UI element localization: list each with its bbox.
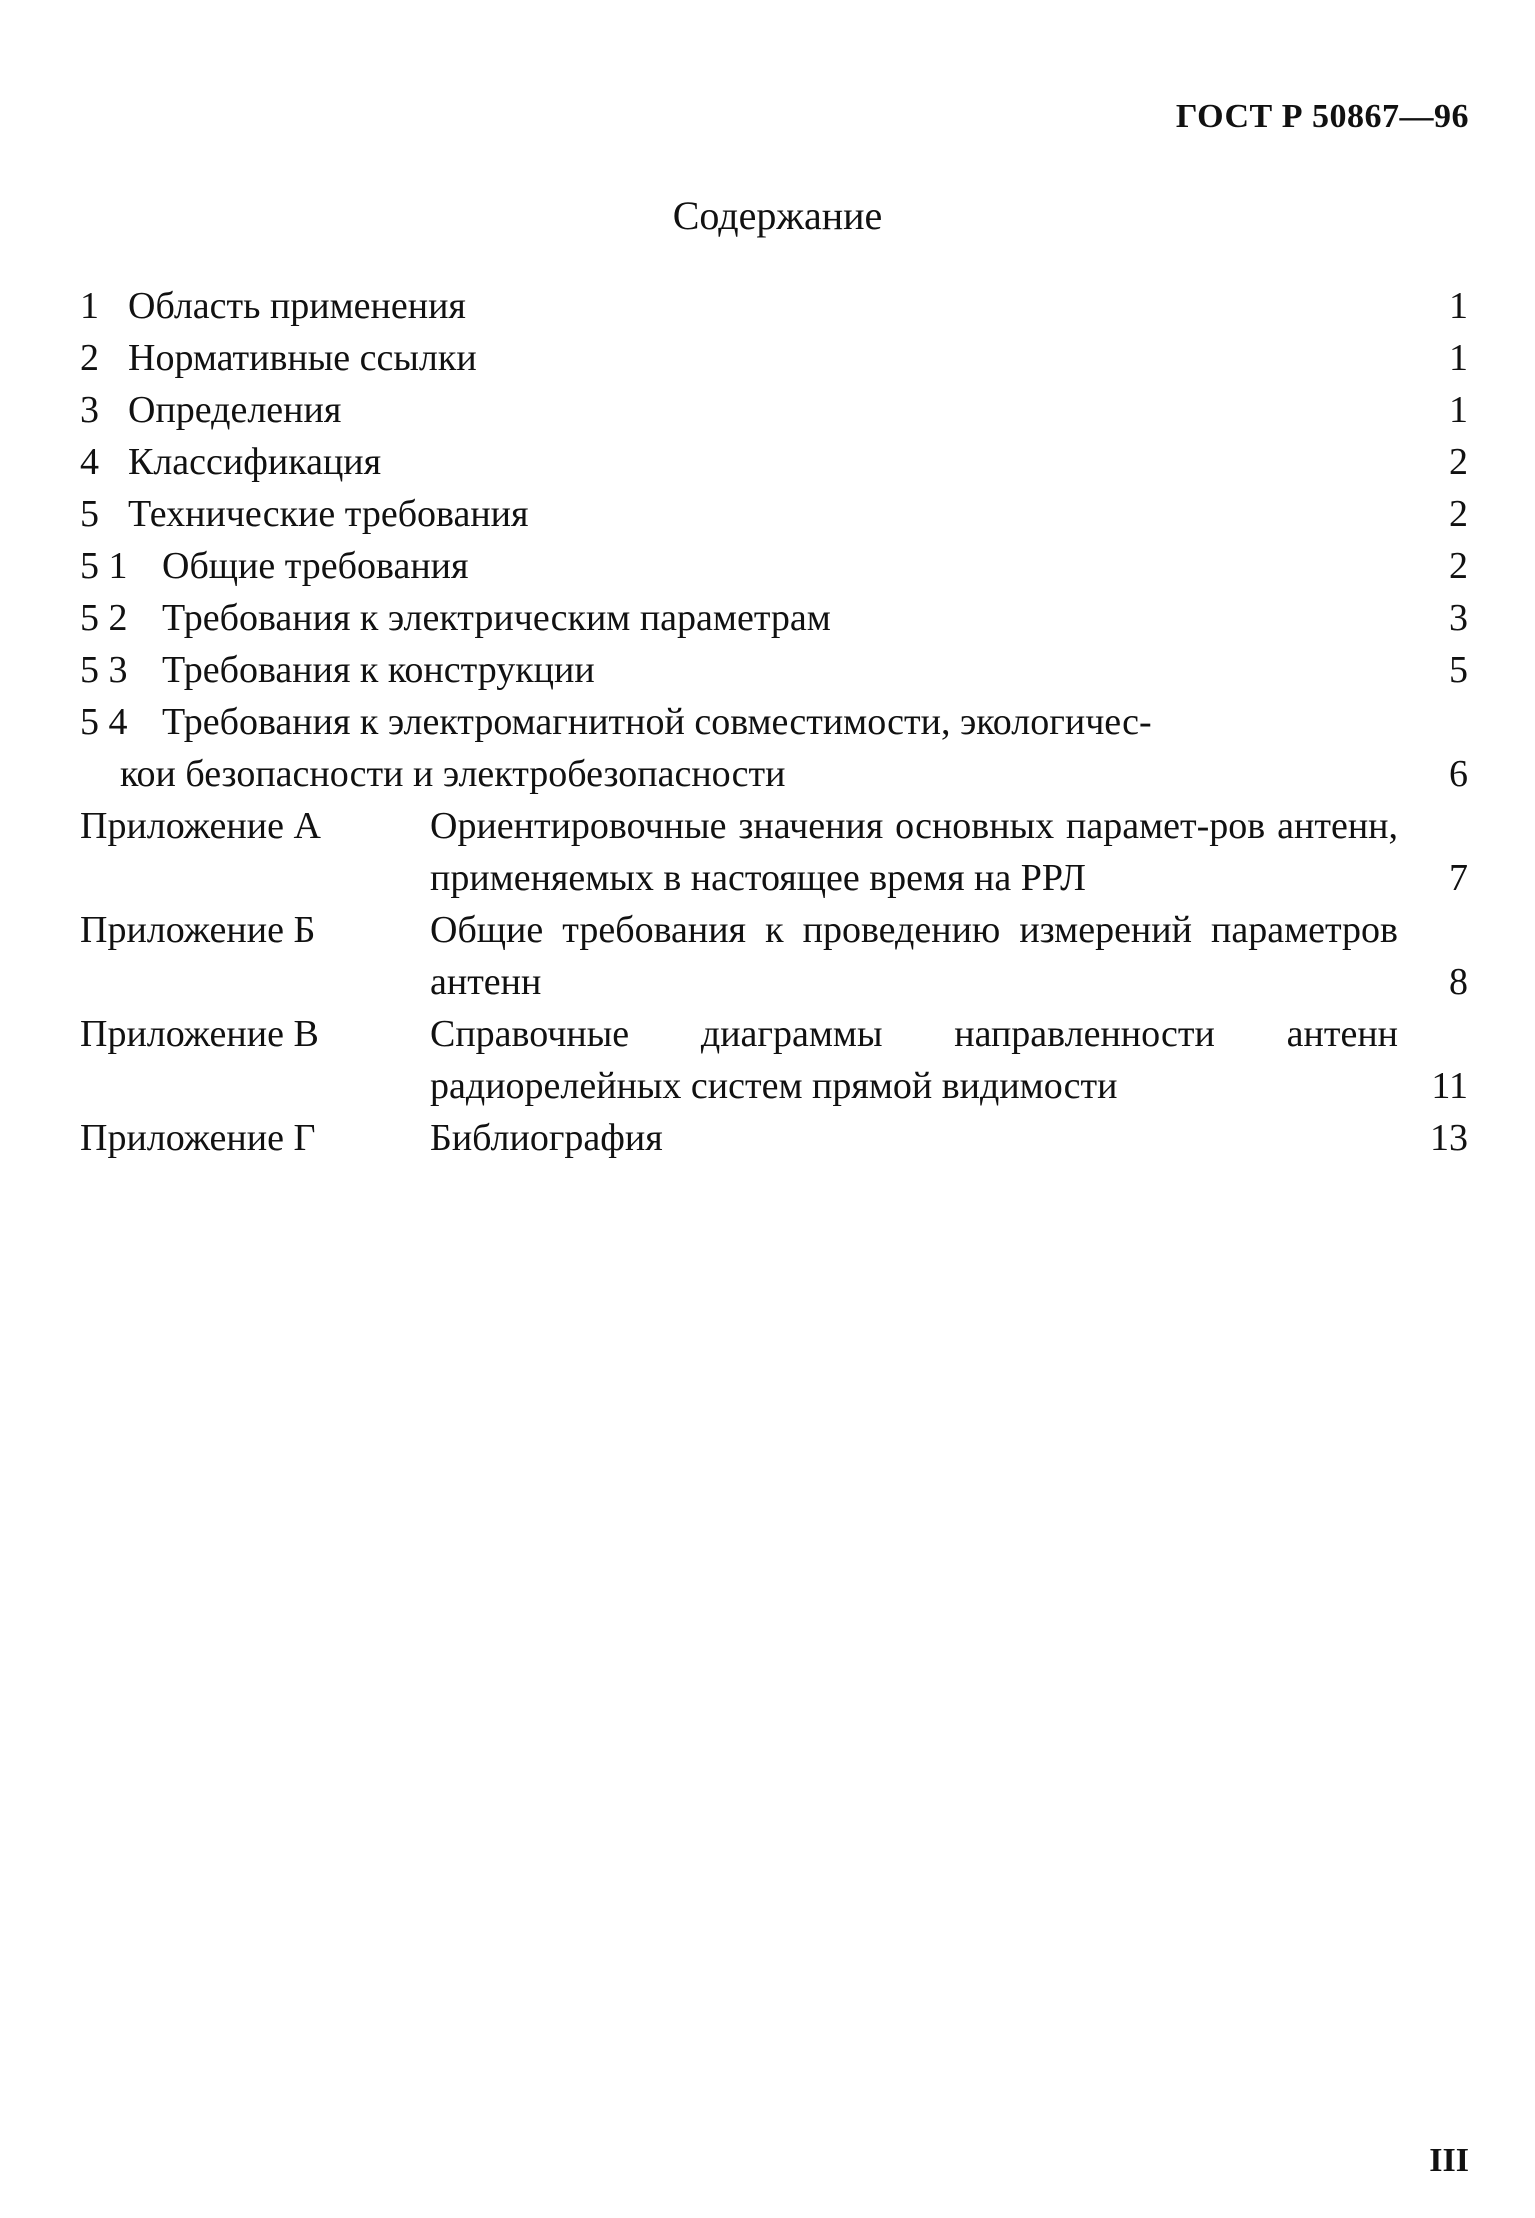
page-number: III	[1429, 2142, 1469, 2179]
toc-entry-page: 2	[1449, 545, 1468, 587]
appendix-title: Справочные диаграммы направленности антенн радиорелейных систем прямой видимости	[430, 1013, 1398, 1107]
toc-entry-title: Общие требования	[162, 545, 469, 587]
appendix-title: Библиография	[430, 1117, 663, 1159]
toc-entry-number: 4	[80, 441, 99, 483]
appendix-b[interactable]	[80, 904, 1468, 1008]
toc-entry-title-line: Требования к электромагнитной совместимости, экологичес-	[162, 701, 1152, 743]
appendix-title: Общие требования к проведению измерений параметров антенн	[430, 909, 1398, 1003]
toc-entry-3[interactable]	[80, 384, 1468, 436]
toc-entry-number: 1	[80, 285, 99, 327]
toc-entry-5[interactable]	[80, 488, 1468, 540]
appendix-page: 13	[1430, 1117, 1468, 1159]
toc-entry-page: 5	[1449, 649, 1468, 691]
toc-entry-5-1[interactable]	[80, 540, 1468, 592]
toc-entry-2[interactable]	[80, 332, 1468, 384]
appendix-label: Приложение Б	[80, 909, 316, 951]
toc-entry-number: 5 3	[80, 649, 128, 691]
toc-entry-number: 3	[80, 389, 99, 431]
appendix-page: 8	[1449, 961, 1468, 1003]
appendix-label: Приложение Г	[80, 1117, 316, 1159]
appendix-page: 7	[1449, 857, 1468, 899]
toc-entry-page: 3	[1449, 597, 1468, 639]
appendix-g[interactable]	[80, 1112, 1468, 1164]
toc-entry-title: Нормативные ссылки	[128, 337, 477, 379]
toc-entry-title	[120, 696, 1398, 800]
toc-entry-5-2[interactable]	[80, 592, 1468, 644]
toc-entry-title: Классификация	[128, 441, 382, 483]
toc-entry-title: Область применения	[128, 285, 466, 327]
toc-heading: Содержание	[672, 193, 883, 238]
toc-entry-page: 1	[1449, 285, 1468, 327]
toc-entry-title: Технические требования	[128, 493, 529, 535]
toc-entry-number: 2	[80, 337, 99, 379]
toc-entry-title: Требования к электрическим параметрам	[162, 597, 831, 639]
toc-entry-5-3[interactable]	[80, 644, 1468, 696]
toc-entry-title: Определения	[128, 389, 342, 431]
appendix-title: Ориентировочные значения основных парамет-ров антенн, применяемых в настоящее время на РРЛ	[430, 805, 1398, 899]
toc-entry-5-4[interactable]	[80, 696, 1468, 800]
toc-entry-page: 2	[1449, 493, 1468, 535]
appendix-page: 11	[1431, 1065, 1468, 1107]
toc-entry-title: Требования к конструкции	[162, 649, 595, 691]
toc-entry-number: 5 2	[80, 597, 128, 639]
toc-entry-4[interactable]	[80, 436, 1468, 488]
toc-entry-number: 5 4	[80, 701, 128, 743]
toc-entry-page: 6	[1449, 753, 1468, 795]
appendix-v[interactable]	[80, 1008, 1468, 1112]
table-of-contents	[80, 280, 1468, 1164]
toc-entry-1[interactable]	[80, 280, 1468, 332]
appendix-a[interactable]	[80, 800, 1468, 904]
appendix-label: Приложение В	[80, 1013, 319, 1055]
document-code: ГОСТ Р 50867—96	[1175, 98, 1469, 135]
toc-entry-number: 5	[80, 493, 99, 535]
toc-entry-title-line: кои безопасности и электробезопасности	[120, 753, 786, 795]
toc-entry-page: 2	[1449, 441, 1468, 483]
toc-entry-number: 5 1	[80, 545, 128, 587]
toc-entry-page: 1	[1449, 389, 1468, 431]
appendix-label: Приложение А	[80, 805, 321, 847]
toc-entry-page: 1	[1449, 337, 1468, 379]
